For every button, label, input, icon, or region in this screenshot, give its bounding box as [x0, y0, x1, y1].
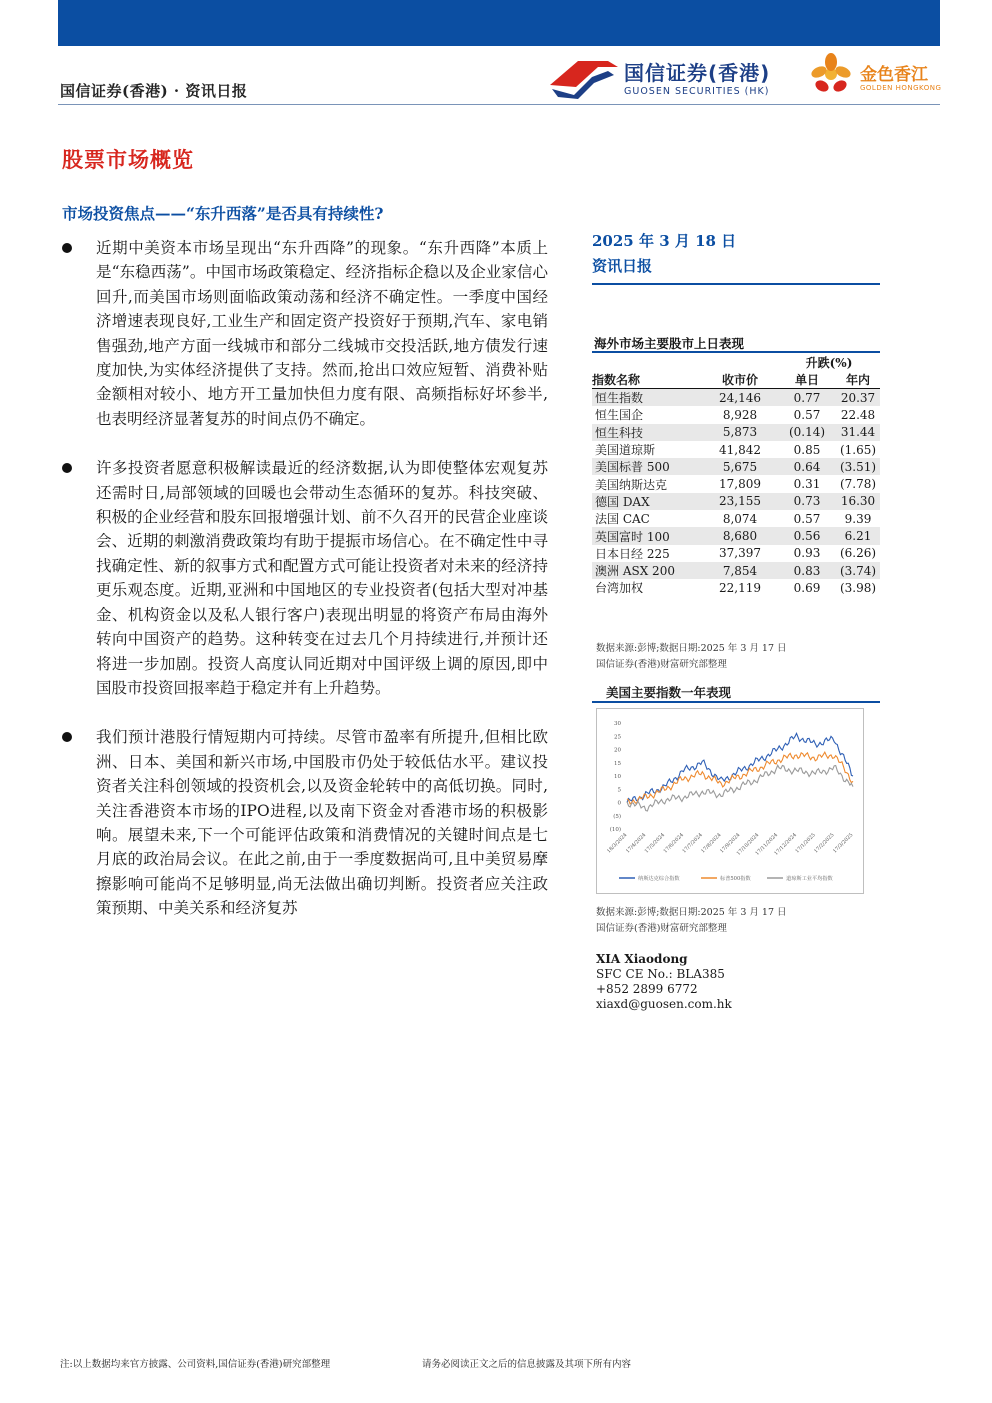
bullet-list [60, 236, 548, 946]
table-row [592, 510, 880, 527]
chart-title: 美国主要指数一年表现 [606, 685, 732, 700]
table-row [592, 458, 880, 475]
day-change-cell: 0.56 [778, 527, 836, 544]
close-price-cell: 37,397 [702, 545, 778, 562]
table-row [592, 562, 880, 579]
ytd-change-cell: 20.37 [836, 389, 880, 407]
index-name-cell: 日本日经 225 [592, 545, 702, 562]
index-name-cell: 恒生指数 [592, 389, 702, 407]
ytd-change-cell: (7.78) [836, 475, 880, 492]
day-change-cell: 0.31 [778, 475, 836, 492]
ytd-change-cell: 22.48 [836, 406, 880, 423]
close-price-cell: 5,675 [702, 458, 778, 475]
x-tick-label: 17/12/2024 [773, 832, 798, 857]
close-price-cell: 8,680 [702, 527, 778, 544]
y-tick-label: 30 [614, 721, 621, 727]
table-row [592, 424, 880, 441]
author-phone: +852 2899 6772 [596, 982, 698, 996]
chart-source [596, 905, 787, 937]
y-tick-label: 0 [617, 800, 621, 807]
author-block [596, 952, 732, 1012]
table-row [592, 493, 880, 510]
ytd-change-cell: (3.98) [836, 579, 880, 596]
report-date: 2025 年 3 月 18 日 [592, 232, 737, 250]
chart-divider [592, 701, 880, 703]
day-change-cell: 0.57 [778, 510, 836, 527]
golden-hongkong-logo [806, 52, 942, 102]
y-tick-label: 20 [614, 747, 621, 754]
index-name-cell: 法国 CAC [592, 510, 702, 527]
close-price-cell: 7,854 [702, 562, 778, 579]
index-name-cell: 恒生国企 [592, 406, 702, 423]
col-header-close: 收市价 [702, 371, 778, 389]
index-name-cell: 美国纳斯达克 [592, 475, 702, 492]
header-divider [58, 104, 940, 105]
legend-label: 标普500指数 [720, 876, 751, 882]
y-tick-label: (10) [609, 827, 621, 833]
table-row [592, 389, 880, 407]
change-group-header: 升跌(%) [805, 356, 853, 370]
close-price-cell: 17,809 [702, 475, 778, 492]
x-tick-label: 17/6/2024 [662, 832, 685, 855]
legend-label: 道琼斯工业平均指数 [786, 876, 833, 882]
ytd-change-cell: 31.44 [836, 424, 880, 441]
table-source [596, 641, 787, 673]
chart-source-line2: 国信证券(香港)财富研究部整理 [596, 923, 727, 934]
ytd-change-cell: (3.74) [836, 562, 880, 579]
col-header-ytd: 年内 [836, 371, 880, 389]
subsection-title: 市场投资焦点——“东升西落”是否具有持续性? [62, 204, 384, 223]
ytd-change-cell: 9.39 [836, 510, 880, 527]
day-change-cell: 0.83 [778, 562, 836, 579]
guosen-logo [548, 55, 788, 99]
bullet-dot-icon [62, 463, 72, 473]
x-tick-label: 17/5/2024 [643, 832, 667, 855]
guosen-logo-cn: 国信证券(香港) [624, 61, 771, 85]
close-price-cell: 24,146 [702, 389, 778, 407]
ytd-change-cell: 6.21 [836, 527, 880, 544]
x-tick-label: 17/11/2024 [754, 832, 780, 857]
y-tick-label: (5) [613, 813, 621, 820]
index-name-cell: 台湾加权 [592, 579, 702, 596]
day-change-cell: 0.64 [778, 458, 836, 475]
x-tick-label: 18/3/2024 [606, 832, 629, 855]
legend-label: 纳斯达克综合指数 [638, 876, 680, 882]
x-tick-label: 17/3/2025 [832, 832, 855, 855]
day-change-cell: 0.77 [778, 389, 836, 407]
bullet-paragraph [60, 236, 548, 431]
report-type: 资讯日报 [592, 257, 653, 275]
market-table-divider [592, 351, 880, 353]
guosen-logo-en: GUOSEN SECURITIES (HK) [624, 86, 770, 97]
ytd-change-cell: 16.30 [836, 493, 880, 510]
date-block [592, 230, 880, 276]
market-table [592, 354, 880, 597]
bullet-text: 许多投资者愿意积极解读最近的经济数据,认为即使整体宏观复苏还需时日,局部领域的回暖也会带动生态循环的复苏。科技突破、积极的企业经营和股东回报增强计划、前不久召开的民营企业座谈会、近期的刺激消费政策均有助于提振市场信心。在不确定性中寻找确定性、新的叙事方式和配置方式可能让投资者对未来的经济持更乐观态度。近期,亚洲和中国地区的专业投资者(包括大型对冲基金、机构资金以及私人银行客户)表现出明显的将资产布局由海外转向中国资产的趋势。这种转变在过去几个月持续进行,并预计还将进一步加剧。投资人高度认同近期对中国评级上调的原因,即中国股市投资回报率趋于稳定并有上升趋势。 [96, 459, 548, 697]
series-line [627, 733, 853, 802]
index-name-cell: 澳洲 ASX 200 [592, 562, 702, 579]
footer-note: 注:以上数据均来官方披露、公司资料,国信证券(香港)研究部整理 [60, 1359, 331, 1370]
table-row [592, 475, 880, 492]
bullet-paragraph [60, 725, 548, 920]
bullet-paragraph [60, 456, 548, 700]
x-tick-label: 17/8/2024 [700, 832, 723, 855]
day-change-cell: 0.93 [778, 545, 836, 562]
bullet-dot-icon [62, 243, 72, 253]
x-tick-label: 17/2/2025 [813, 832, 836, 855]
close-price-cell: 23,155 [702, 493, 778, 510]
author-name: XIA Xiaodong [596, 952, 688, 966]
author-email[interactable]: xiaxd@guosen.com.hk [596, 997, 732, 1011]
table-row [592, 441, 880, 458]
table-source-line1: 数据来源:彭博;数据日期:2025 年 3 月 17 日 [596, 643, 787, 654]
top-banner [58, 0, 940, 46]
day-change-cell: 0.57 [778, 406, 836, 423]
guosen-logo-icon [548, 55, 620, 99]
index-name-cell: 美国道琼斯 [592, 441, 702, 458]
col-header-day: 单日 [778, 371, 836, 389]
day-change-cell: 0.73 [778, 493, 836, 510]
bullet-text: 我们预计港股行情短期内可持续。尽管市盈率有所提升,但相比欧洲、日本、美国和新兴市场,中国股市仍处于较低估水平。建议投资者关注科创领域的投资机会,以及资金轮转中的高低切换。同时,关注香港资本市场的IPO进程,以及南下资金对香港市场的积极影响。展望未来,下一个可能评估政策和消费情况的关键时间点是七月底的政治局会议。在此之前,由于一季度数据尚可,且中美贸易摩擦影响可能尚不足够明显,尚无法做出确切判断。投资者应关注政策预期、中美关系和经济复苏 [96, 728, 548, 918]
index-name-cell: 德国 DAX [592, 493, 702, 510]
close-price-cell: 41,842 [702, 441, 778, 458]
close-price-cell: 5,873 [702, 424, 778, 441]
index-name-cell: 美国标普 500 [592, 458, 702, 475]
market-table-title: 海外市场主要股市上日表现 [594, 336, 745, 351]
golden-flower-icon [806, 52, 856, 102]
us-index-chart [596, 708, 864, 894]
y-tick-label: 15 [614, 760, 621, 767]
y-tick-label: 5 [617, 787, 621, 794]
table-source-line2: 国信证券(香港)财富研究部整理 [596, 659, 727, 670]
chart-svg [597, 709, 863, 893]
x-tick-label: 17/1/2025 [794, 832, 817, 855]
golden-logo-cn: 金色香江 [860, 65, 928, 85]
table-row [592, 545, 880, 562]
report-header-title: 国信证券(香港) · 资讯日报 [60, 82, 248, 100]
section-title: 股票市场概览 [62, 147, 194, 172]
ytd-change-cell: (6.26) [836, 545, 880, 562]
index-name-cell: 英国富时 100 [592, 527, 702, 544]
author-sfc: SFC CE No.: BLA385 [596, 967, 725, 981]
index-name-cell: 恒生科技 [592, 424, 702, 441]
footer-disclaimer: 请务必阅读正文之后的信息披露及其项下所有内容 [422, 1359, 632, 1370]
y-tick-label: 25 [614, 734, 621, 741]
day-change-cell: (0.14) [778, 424, 836, 441]
day-change-cell: 0.85 [778, 441, 836, 458]
close-price-cell: 22,119 [702, 579, 778, 596]
x-tick-label: 17/7/2024 [681, 832, 704, 855]
x-tick-label: 17/9/2024 [719, 832, 742, 855]
close-price-cell: 8,074 [702, 510, 778, 527]
col-header-name: 指数名称 [592, 371, 702, 389]
ytd-change-cell: (3.51) [836, 458, 880, 475]
bullet-dot-icon [62, 732, 72, 742]
ytd-change-cell: (1.65) [836, 441, 880, 458]
y-tick-label: 10 [614, 774, 621, 780]
day-change-cell: 0.69 [778, 579, 836, 596]
x-tick-label: 17/4/2024 [624, 832, 648, 855]
chart-source-line1: 数据来源:彭博;数据日期:2025 年 3 月 17 日 [596, 907, 787, 918]
golden-logo-en: GOLDEN HONGKONG [860, 84, 942, 92]
bullet-text: 近期中美资本市场呈现出“东升西降”的现象。“东升西降”本质上是“东稳西荡”。中国市场政策稳定、经济指标企稳以及企业家信心回升,而美国市场则面临政策动荡和经济不确定性。一季度中国经济增速表现良好,工业生产和固定资产投资好于预期,汽车、家电销售强劲,地产方面一线城市和部分二线城市交投活跃,地方债发行速度加快,为实体经济提供了支持。然而,抢出口效应短暂、消费补贴金额相对较小、地方开工量加快但力度有限、高频指标好坏参半,也表明经济显著复苏的时间点仍不确定。 [96, 239, 548, 428]
table-row [592, 406, 880, 423]
series-line [627, 752, 853, 804]
table-row [592, 527, 880, 544]
close-price-cell: 8,928 [702, 406, 778, 423]
table-row [592, 579, 880, 596]
x-tick-label: 17/10/2024 [735, 832, 761, 857]
date-divider [592, 283, 880, 285]
